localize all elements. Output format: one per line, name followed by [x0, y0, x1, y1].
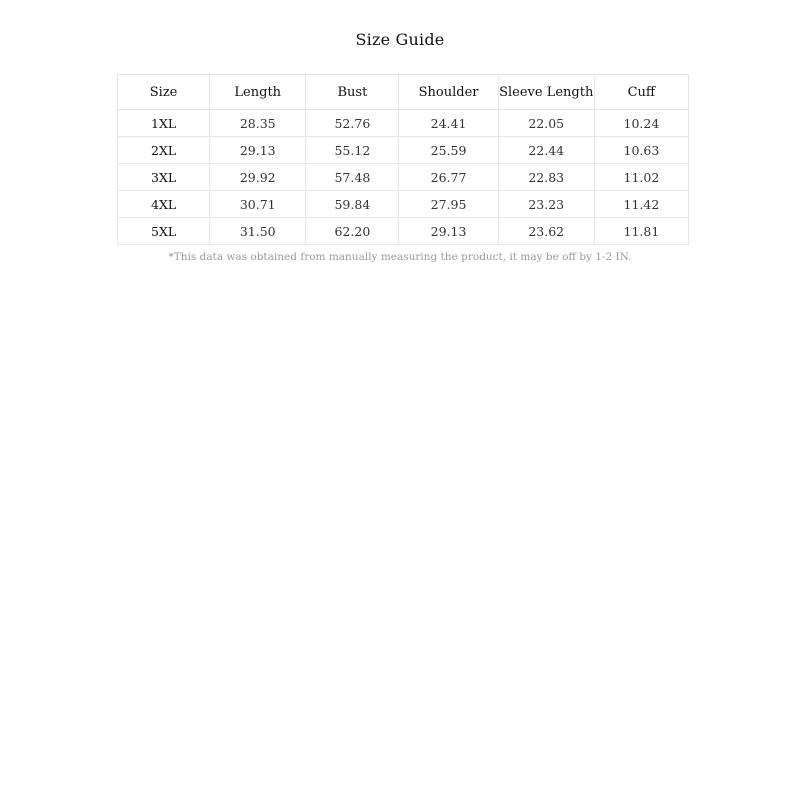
cuff-cell: 11.81 — [594, 218, 688, 245]
table-row — [118, 110, 689, 137]
length-cell: 28.35 — [210, 110, 306, 137]
bust-cell: 59.84 — [306, 191, 399, 218]
shoulder-cell: 27.95 — [399, 191, 498, 218]
length-cell: 31.50 — [210, 218, 306, 245]
bust-cell: 62.20 — [306, 218, 399, 245]
length-cell: 29.13 — [210, 137, 306, 164]
cuff-cell: 11.42 — [594, 191, 688, 218]
sleeve-length-cell: 23.23 — [498, 191, 594, 218]
bust-cell: 57.48 — [306, 164, 399, 191]
shoulder-cell: 29.13 — [399, 218, 498, 245]
size-cell: 4XL — [118, 191, 210, 218]
header-cuff: Cuff — [594, 75, 688, 110]
sleeve-length-cell: 23.62 — [498, 218, 594, 245]
sleeve-length-cell: 22.05 — [498, 110, 594, 137]
sleeve-length-cell: 22.83 — [498, 164, 594, 191]
cuff-cell: 10.24 — [594, 110, 688, 137]
size-cell: 3XL — [118, 164, 210, 191]
header-size: Size — [118, 75, 210, 110]
measurement-disclaimer: *This data was obtained from manually measuring the product, it may be off by 1-2 IN. — [168, 251, 632, 263]
sleeve-length-cell: 22.44 — [498, 137, 594, 164]
bust-cell: 55.12 — [306, 137, 399, 164]
size-cell: 2XL — [118, 137, 210, 164]
cuff-cell: 11.02 — [594, 164, 688, 191]
table-header-row — [118, 75, 689, 110]
header-shoulder: Shoulder — [399, 75, 498, 110]
shoulder-cell: 24.41 — [399, 110, 498, 137]
header-length: Length — [210, 75, 306, 110]
table-row — [118, 164, 689, 191]
size-cell: 5XL — [118, 218, 210, 245]
shoulder-cell: 25.59 — [399, 137, 498, 164]
bust-cell: 52.76 — [306, 110, 399, 137]
table-row — [118, 137, 689, 164]
table-row — [118, 218, 689, 245]
size-guide-table — [117, 74, 689, 245]
cuff-cell: 10.63 — [594, 137, 688, 164]
length-cell: 30.71 — [210, 191, 306, 218]
page-title: Size Guide — [355, 30, 445, 49]
header-bust: Bust — [306, 75, 399, 110]
size-cell: 1XL — [118, 110, 210, 137]
table-row — [118, 191, 689, 218]
shoulder-cell: 26.77 — [399, 164, 498, 191]
length-cell: 29.92 — [210, 164, 306, 191]
header-sleeve-length: Sleeve Length — [498, 75, 594, 110]
